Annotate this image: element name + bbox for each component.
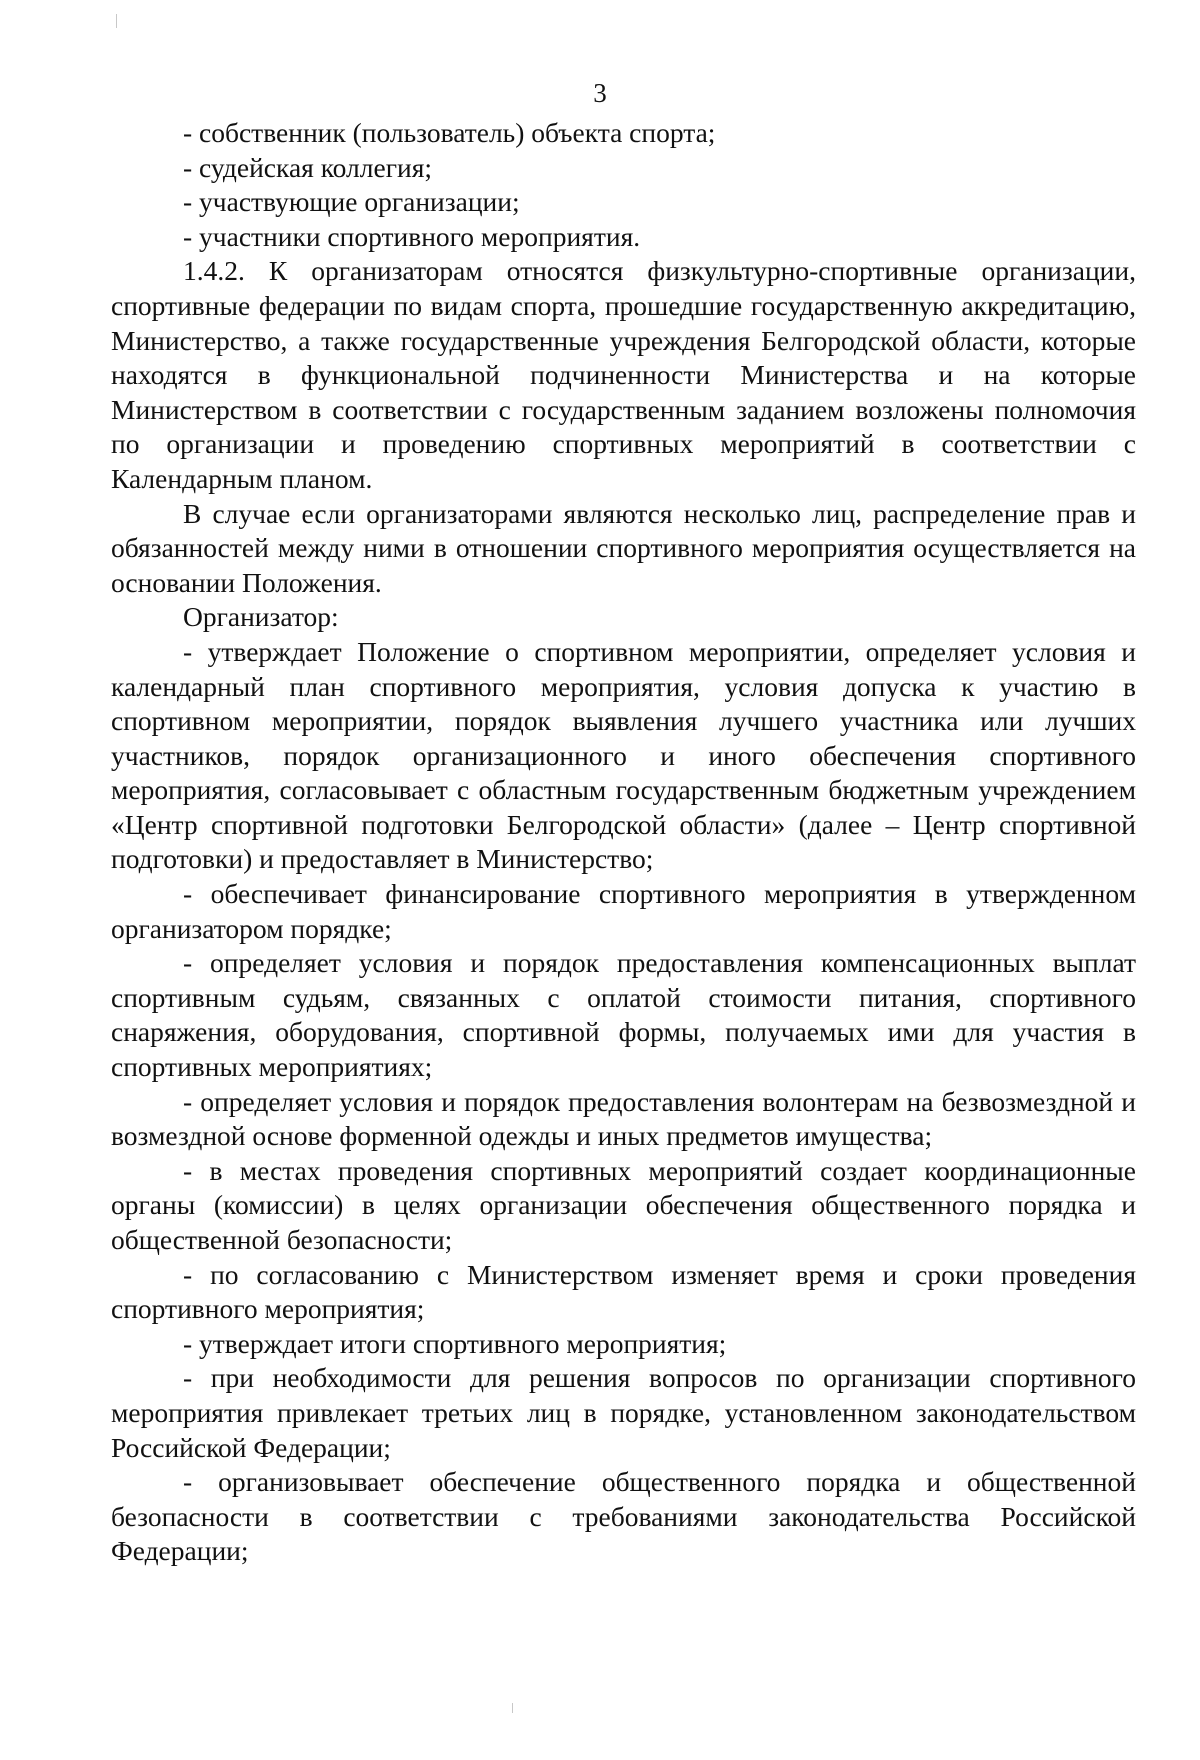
list-item-owner: - собственник (пользователь) объекта спорта; (183, 117, 716, 148)
list-item-participants: - участники спортивного мероприятия. (183, 220, 641, 252)
page-number: 3 (593, 78, 607, 108)
organizer-duty-approves-regulations: - утверждает Положение о спортивном мероприятии, определяет условия и календарный план спортивного мероприятия, условия допуска к участию в спортивном мероприятии, порядок выявления лучшего участника или лучших участников, порядок организационного и иного обеспечения спортивного мероприятия, согласовывает с областным государственным бюджетным учреждением «Центр спортивной подготовки Белгородской области» (далее – Центр спортивной подготовки) и предоставляет в Министерство; (111, 635, 1136, 875)
organizer-duty-volunteers: - определяет условия и порядок предоставления волонтерам на безвозмездной и возмездной основе форменной одежды и иных предметов имущества; (111, 1085, 1136, 1152)
document-body (111, 116, 1136, 1569)
paragraph-multiple-organizers: В случае если организаторами являются несколько лиц, распределение прав и обязанностей между ними в отношении спортивного мероприятия осуществляется на основании Положения. (111, 497, 1136, 598)
list-item-participating-organizations: - участвующие организации; (183, 186, 520, 218)
scan-artifact-mark (116, 14, 117, 28)
organizer-duty-third-parties: - при необходимости для решения вопросов по организации спортивного мероприятия привлекает третьих лиц в порядке, установленном законодательством Российской Федерации; (111, 1362, 1136, 1463)
organizer-duty-schedule-changes: - по согласованию с Министерством изменяет время и сроки проведения спортивного мероприятия; (111, 1258, 1136, 1325)
organizer-duty-judges-compensation: - определяет условия и порядок предоставления компенсационных выплат спортивным судьям, связанных с оплатой стоимости питания, спортивного снаряжения, оборудования, спортивной формы, получаемых ими для участия в спортивных мероприятиях; (111, 947, 1136, 1083)
organizer-duty-results: - утверждает итоги спортивного мероприятия; (183, 1327, 727, 1359)
scan-artifact-mark (512, 1703, 513, 1713)
organizer-heading: Организатор: (183, 601, 339, 633)
clause-1-4-2: 1.4.2. К организаторам относятся физкультурно-спортивные организации, спортивные федерации по видам спорта, прошедшие государственную аккредитацию, Министерство, а также государственные учреждения Белгородской области, которые находятся в функциональной подчиненности Министерства и на которые Министерством в соответствии с государственным заданием возложены полномочия по организации и проведению спортивных мероприятий в соответствии с Календарным планом. (111, 255, 1136, 494)
organizer-duty-financing: - обеспечивает финансирование спортивного мероприятия в утвержденном организатором порядке; (111, 878, 1136, 944)
organizer-duty-public-order: - организовывает обеспечение общественного порядка и общественной безопасности в соответствии с требованиями законодательства Российской Федерации; (111, 1466, 1136, 1567)
list-item-judging-panel: - судейская коллегия; (183, 151, 432, 183)
organizer-duty-coordination-bodies: - в местах проведения спортивных мероприятий создает координационные органы (комиссии) в целях организации обеспечения общественного порядка и общественной безопасности; (111, 1154, 1136, 1255)
